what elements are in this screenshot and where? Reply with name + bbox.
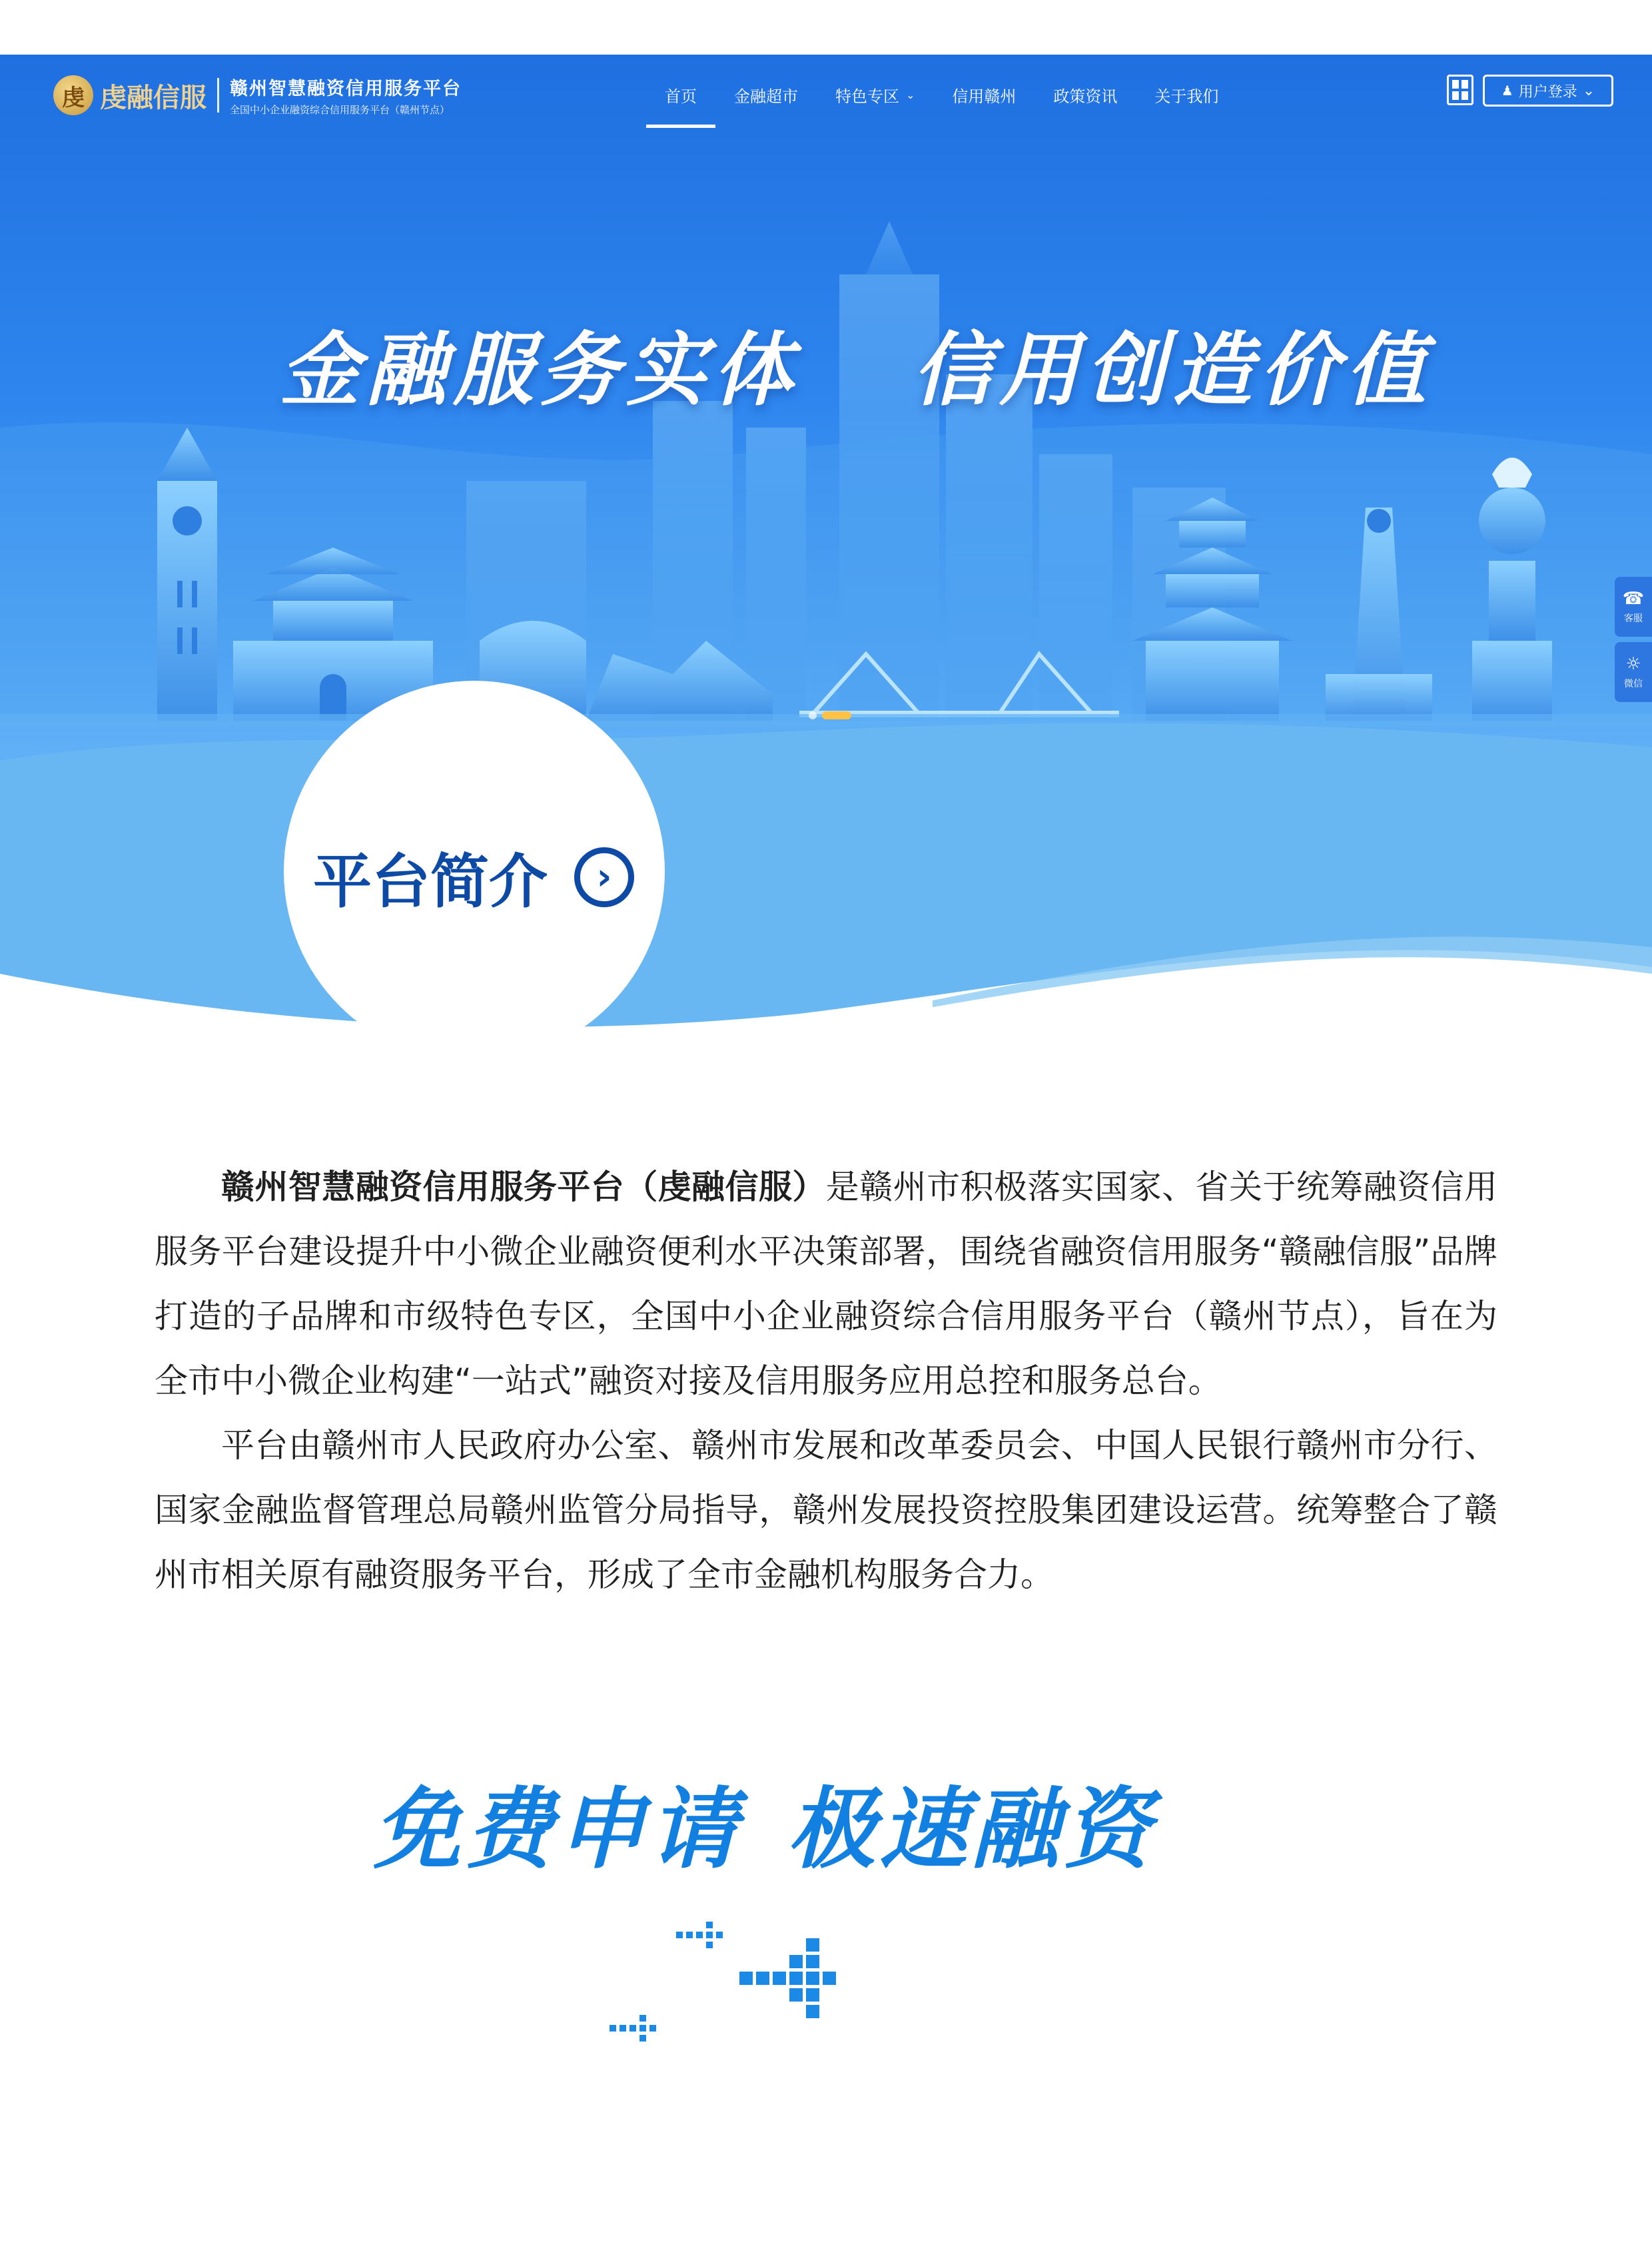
chevron-down-icon: ⌄ [906, 88, 915, 101]
site-logo[interactable] [53, 72, 462, 119]
logo-brand-name: 虔融信服 [100, 82, 206, 113]
platform-subtitle: 全国中小企业融资综合信用服务平台（赣州节点） [230, 104, 450, 116]
nav-item-about-us[interactable]: 关于我们 [1154, 87, 1219, 106]
logo-text [230, 74, 462, 117]
promo-heading [373, 1758, 1306, 1881]
city-skyline-illustration [0, 55, 1652, 1054]
carousel-dot[interactable] [809, 711, 817, 719]
user-login-button[interactable] [1483, 75, 1613, 107]
pixel-arrows-decoration [600, 1918, 879, 2052]
qr-code-icon[interactable] [1447, 75, 1473, 105]
nav-item-home[interactable]: 首页 [646, 55, 715, 135]
headset-icon: ☎ [1622, 589, 1645, 609]
side-toolbar [1615, 577, 1652, 702]
wechat-icon: ☼ [1625, 654, 1641, 674]
chevron-right-circle-icon: › [574, 847, 634, 907]
platform-description [155, 1155, 1497, 1607]
customer-service-button[interactable]: ☎ 客服 [1615, 577, 1652, 637]
description-paragraph-2: 平台由赣州市人民政府办公室、赣州市发展和改革委员会、中国人民银行赣州市分行、国家金融监督管理总局赣州监管分局指导，赣州发展投资控股集团建设运营。统筹整合了赣州市相关原有融资服务平台，形成了全市金融机构服务合力。 [155, 1426, 1497, 1594]
hero-slogan-right: 信用创造价值 [913, 324, 1432, 417]
nav-item-financial-market[interactable]: 金融超市 [734, 87, 798, 106]
nav-item-credit-ganzhou[interactable]: 信用赣州 [952, 87, 1017, 106]
carousel-indicators [809, 711, 851, 719]
wechat-button[interactable]: ☼ 微信 [1615, 642, 1652, 702]
carousel-dot-active[interactable] [822, 711, 851, 719]
login-label: 用户登录 [1518, 83, 1577, 101]
logo-emblem-icon: 虔 [53, 75, 93, 115]
hero-banner [0, 55, 1652, 1054]
promo-right: 极速融资 [787, 1778, 1155, 1881]
intro-title: 平台简介 [313, 847, 548, 916]
chevron-down-icon: ⌄ [1582, 82, 1595, 99]
promo-left: 免费申请 [373, 1778, 741, 1881]
hero-slogan [280, 306, 1432, 421]
hero-slogan-left: 金融服务实体 [280, 324, 799, 417]
description-highlight: 赣州智慧融资信用服务平台（虔融信服） [221, 1168, 826, 1206]
logo-divider [217, 78, 219, 113]
intro-link[interactable] [313, 841, 646, 914]
description-paragraph-1: 赣州智慧融资信用服务平台（虔融信服）是赣州市积极落实国家、省关于统筹融资信用服务平台建设提升中小微企业融资便利水平决策部署，围绕省融资信用服务“赣融信服”品牌打造的子品牌和市级特色专区，全国中小企业融资综合信用服务平台（赣州节点），旨在为全市中小微企业构建“一站式”融资对接及信用服务应用总控和服务总台。 [155, 1168, 1498, 1400]
nav-item-special-zone[interactable]: 特色专区 ⌄ [835, 87, 915, 106]
person-icon: ♟ [1501, 83, 1513, 99]
top-navbar [0, 55, 1652, 135]
main-menu [646, 55, 1237, 135]
platform-title: 赣州智慧融资信用服务平台 [230, 79, 462, 99]
nav-item-policy-news[interactable]: 政策资讯 [1053, 87, 1118, 106]
